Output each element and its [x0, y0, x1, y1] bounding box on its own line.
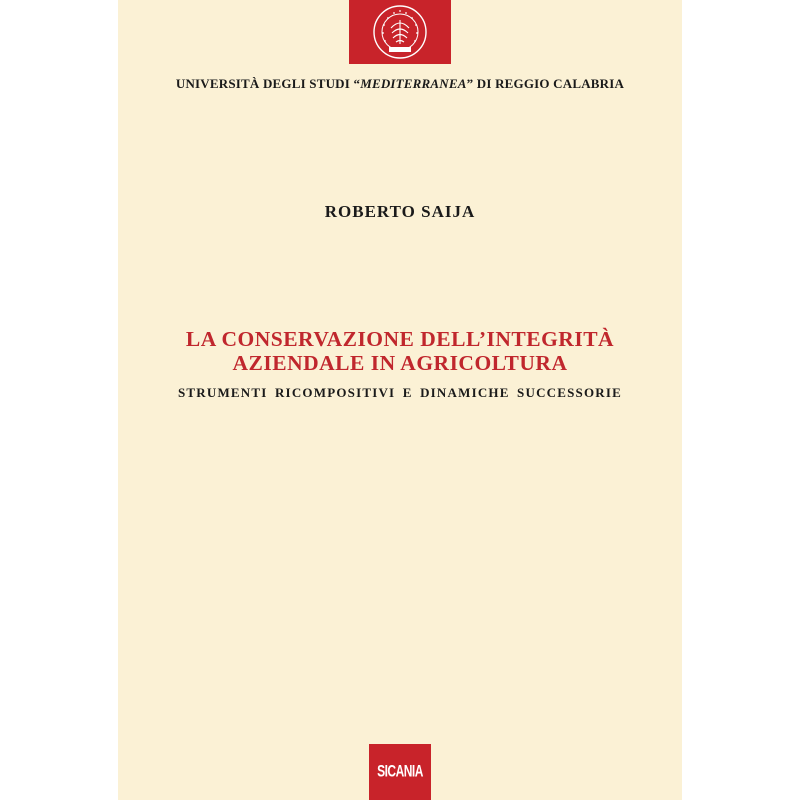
university-name	[118, 76, 682, 92]
publisher-name: SICANIA	[377, 761, 423, 781]
university-suffix: ” DI REGGIO CALABRIA	[466, 76, 625, 91]
author-name: ROBERTO SAIJA	[324, 202, 476, 221]
university-logo-box	[349, 0, 451, 64]
university-mediterranea: MEDITERRANEA	[360, 76, 467, 91]
book-cover	[118, 0, 682, 800]
publisher-logo	[369, 744, 431, 800]
book-title-line-2: AZIENDALE IN AGRICOLTURA	[232, 351, 568, 375]
university-seal-icon	[372, 4, 428, 60]
book-title	[118, 327, 682, 375]
book-subtitle: STRUMENTI RICOMPOSITIVI E DINAMICHE SUCCESSORIE	[177, 385, 623, 400]
book-title-line-1: LA CONSERVAZIONE DELL’INTEGRITÀ	[185, 327, 615, 351]
university-prefix: UNIVERSITÀ DEGLI STUDI “	[175, 76, 361, 91]
